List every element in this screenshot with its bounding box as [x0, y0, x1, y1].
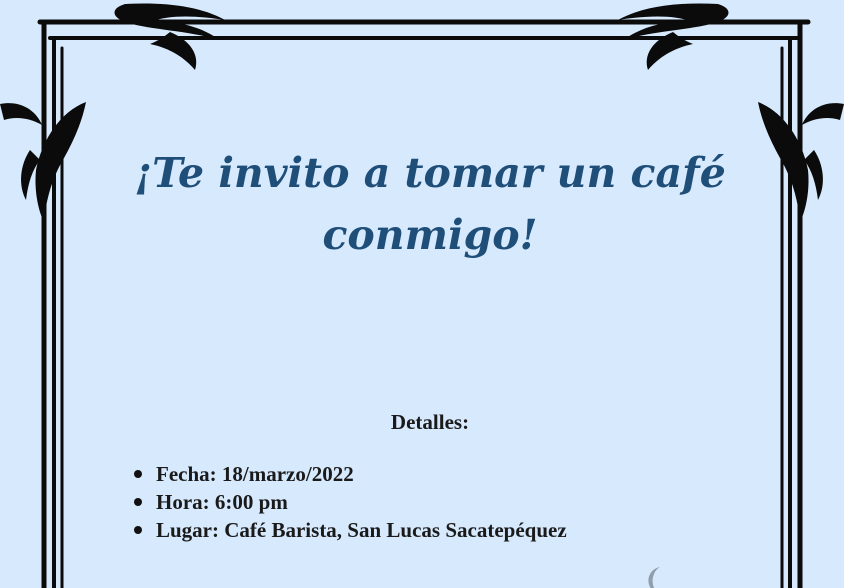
detail-item-date: Fecha: 18/marzo/2022 — [156, 460, 567, 488]
crescent-moon-icon — [642, 565, 670, 588]
detail-item-time: Hora: 6:00 pm — [156, 488, 567, 516]
details-list — [156, 460, 567, 544]
details-heading: Detalles: — [390, 410, 470, 434]
left-leaf-icon — [0, 103, 42, 125]
invitation-title: ¡Te invito a tomar un café conmigo! — [134, 149, 726, 259]
right-leaf-icon — [802, 103, 844, 125]
detail-item-place: Lugar: Café Barista, San Lucas Sacatepéquez — [156, 518, 567, 542]
